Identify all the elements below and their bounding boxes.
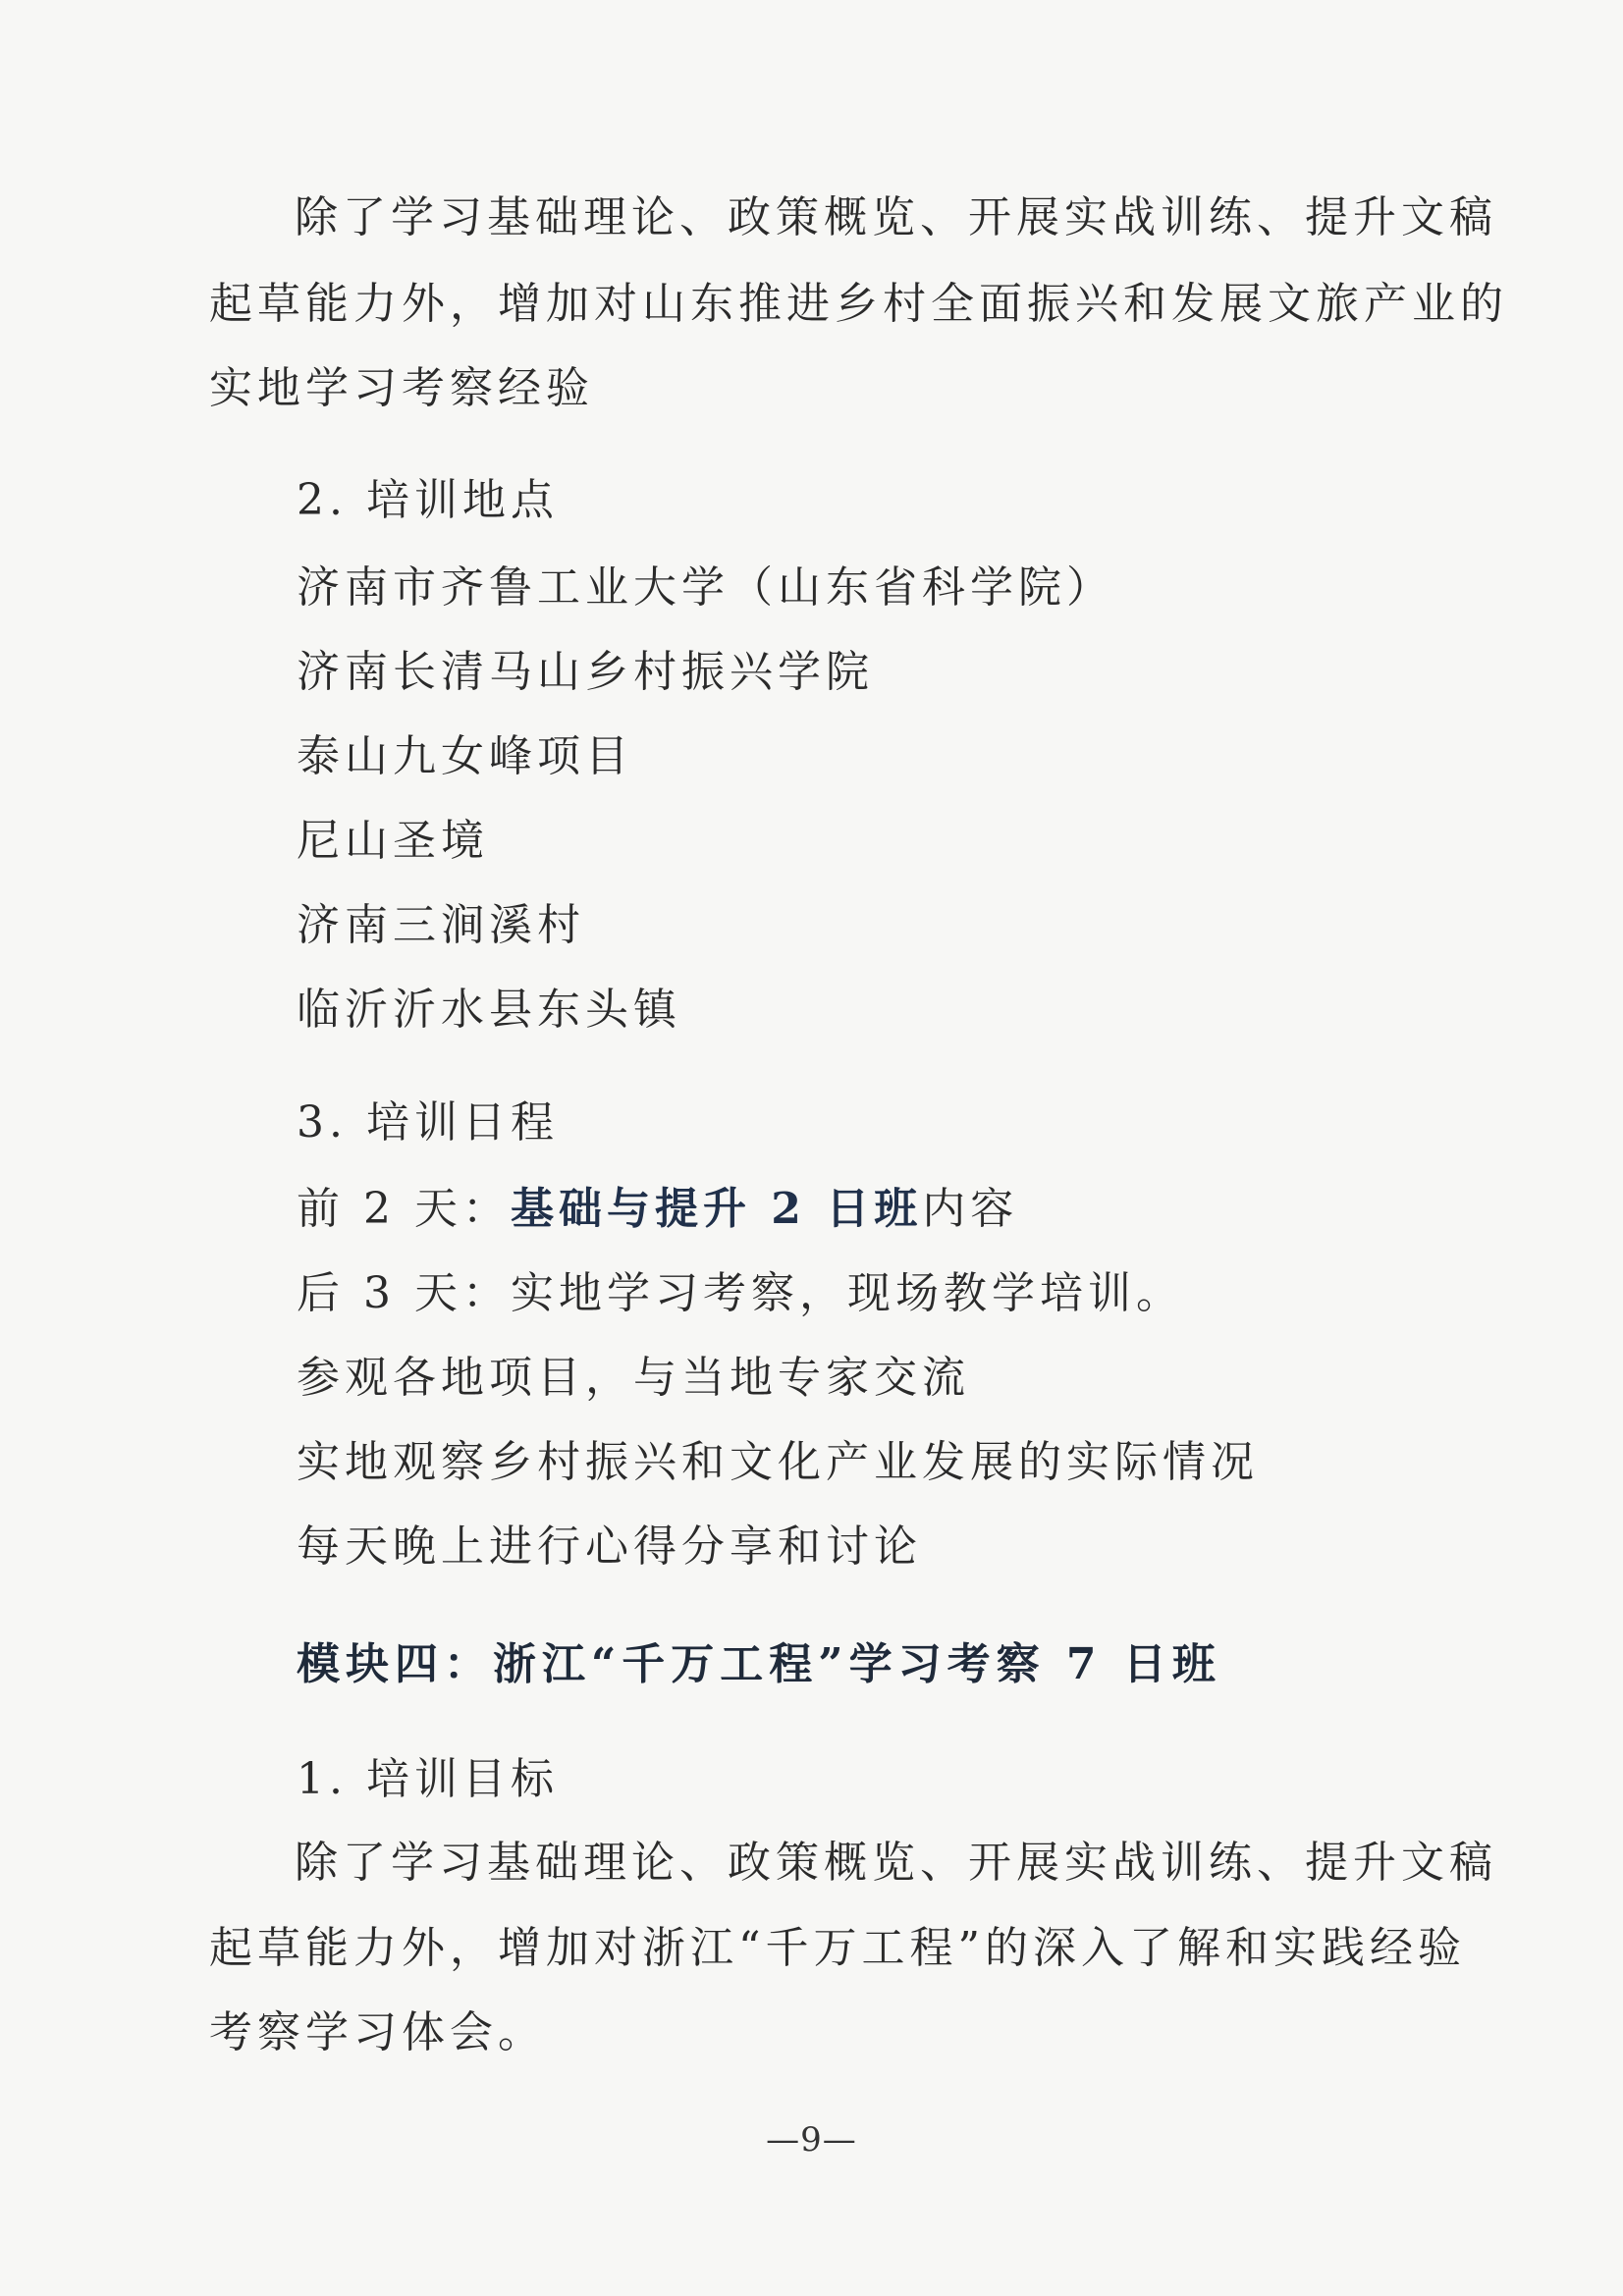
location-item: 临沂沂水县东头镇 [297, 985, 681, 1035]
location-item: 济南三涧溪村 [297, 900, 585, 950]
location-item: 泰山九女峰项目 [297, 731, 633, 781]
intro-line-1: 除了学习基础理论、政策概览、开展实战训练、提升文稿 [295, 192, 1497, 242]
section-heading-objectives: 1. 培训目标 [297, 1754, 559, 1804]
schedule-first-days [297, 1180, 1018, 1239]
module4-line-1: 除了学习基础理论、政策概览、开展实战训练、提升文稿 [295, 1838, 1497, 1888]
schedule-last-days: 后 3 天：实地学习考察，现场教学培训。 [297, 1268, 1184, 1318]
intro-line-2: 起草能力外，增加对山东推进乡村全面振兴和发展文旅产业的 [209, 279, 1508, 329]
location-item: 济南长清马山乡村振兴学院 [297, 647, 874, 697]
schedule-first-days-suffix: 内容 [922, 1184, 1019, 1234]
schedule-activity: 参观各地项目，与当地专家交流 [297, 1353, 970, 1403]
location-item: 济南市齐鲁工业大学（山东省科学院） [297, 562, 1114, 613]
page-number: —9— [766, 2120, 857, 2160]
schedule-activity: 实地观察乡村振兴和文化产业发展的实际情况 [297, 1437, 1259, 1487]
section-heading-locations: 2. 培训地点 [297, 475, 559, 525]
intro-line-3: 实地学习考察经验 [209, 363, 594, 413]
schedule-first-days-course: 基础与提升 2 日班 [510, 1184, 923, 1234]
section-heading-schedule: 3. 培训日程 [297, 1097, 559, 1148]
module-title: 模块四：浙江“千万工程”学习考察 7 日班 [297, 1639, 1221, 1689]
location-item: 尼山圣境 [297, 816, 489, 866]
module4-line-3: 考察学习体会。 [209, 2007, 546, 2057]
schedule-activity: 每天晚上进行心得分享和讨论 [297, 1522, 922, 1572]
schedule-first-days-prefix: 前 2 天： [297, 1184, 511, 1234]
module4-line-2: 起草能力外，增加对浙江“千万工程”的深入了解和实践经验 [209, 1923, 1466, 1973]
